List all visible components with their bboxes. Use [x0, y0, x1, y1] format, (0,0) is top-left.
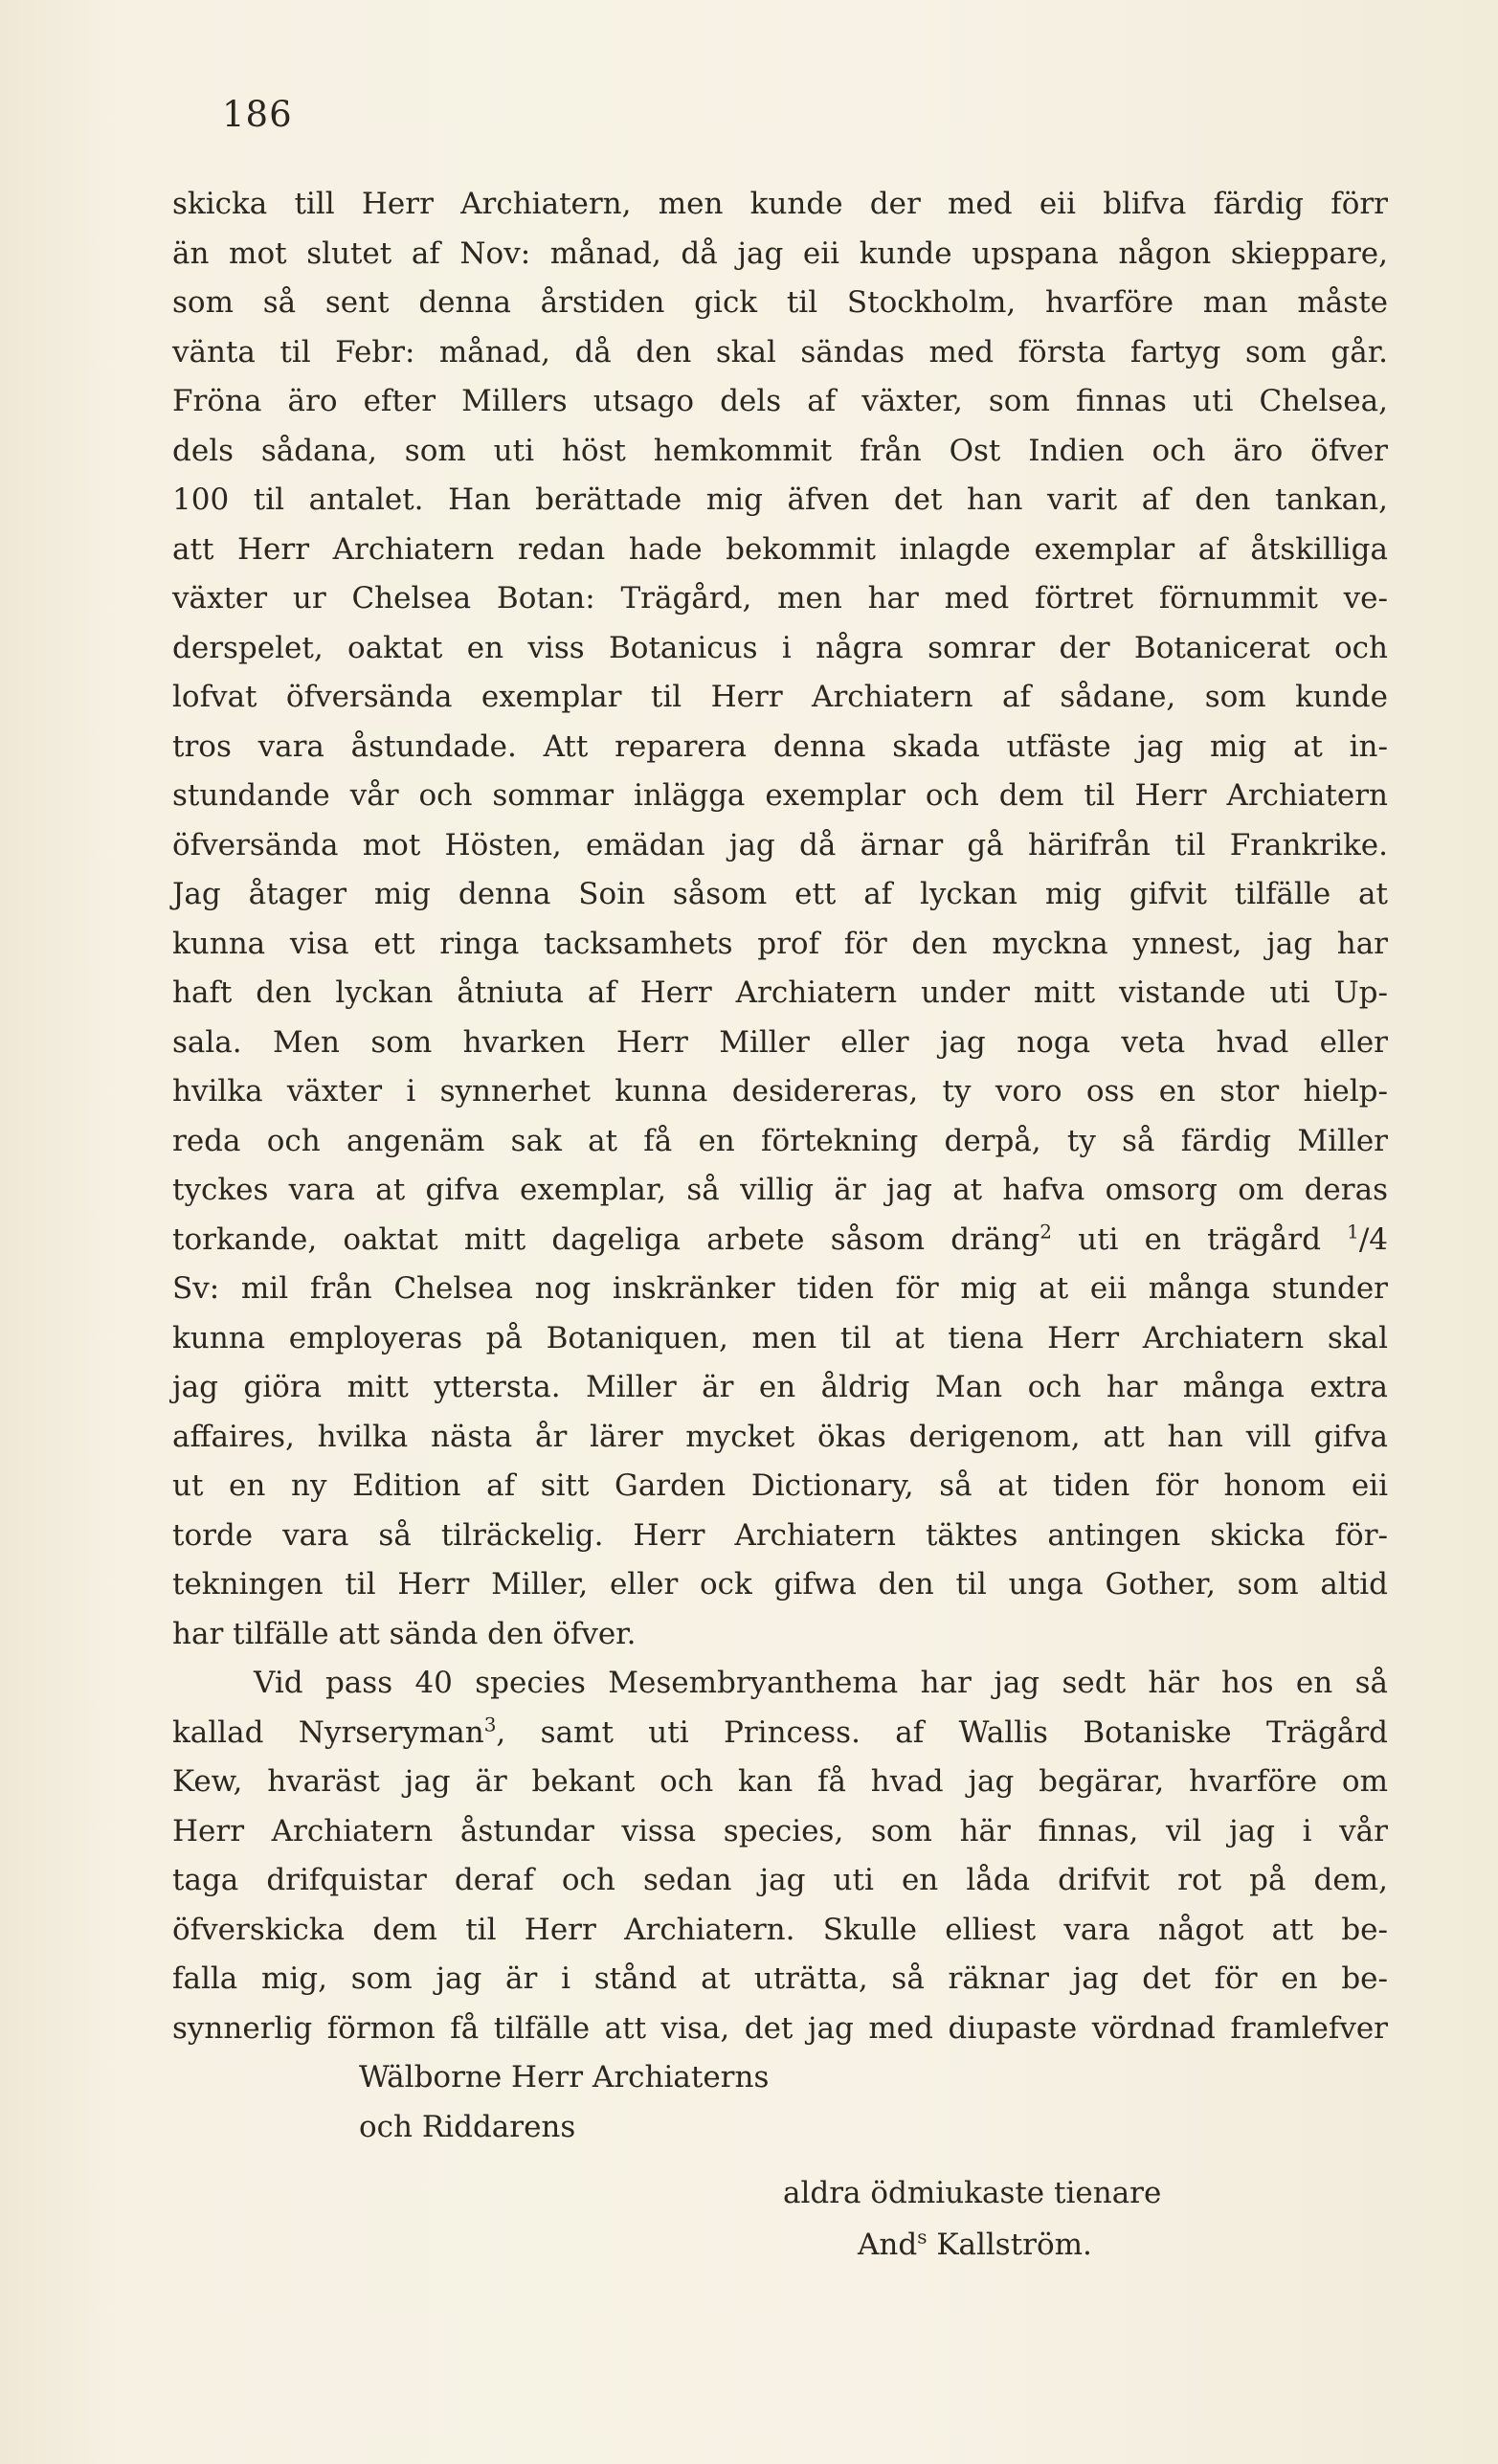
- text-line: [172, 2005, 1388, 2054]
- text-segment: Kew, hvaräst jag är bekant och kan få hvad jag begärar, hvarföre om: [172, 1764, 1388, 1799]
- text-segment: kunna employeras på Botaniquen, men til at tiena Herr Archiatern skal: [172, 1320, 1388, 1355]
- text-line: [172, 969, 1388, 1019]
- text-line: [172, 476, 1388, 526]
- text-line: [172, 920, 1388, 970]
- text-line: [172, 1906, 1388, 1956]
- text-segment: jag giöra mitt yttersta. Miller är en åldrig Man och har många extra: [172, 1370, 1388, 1404]
- footnote-marker: 3: [483, 1713, 497, 1736]
- text-segment: öfverskicka dem til Herr Archiatern. Skulle elliest vara något att be-: [172, 1912, 1388, 1947]
- text-segment: , samt uti Princess. af Wallis Botaniske Trägård: [496, 1714, 1388, 1750]
- text-segment: synnerlig förmon få tilfälle att visa, det jag med diupaste vördnad framlefver: [172, 2010, 1388, 2046]
- text-segment: tyckes vara at gifva exemplar, så villig är jag at hafva omsorg om deras: [172, 1173, 1388, 1207]
- text-segment: dels sådana, som uti höst hemkommit från Ost Indien och äro öfver: [172, 433, 1388, 468]
- text-segment: växter ur Chelsea Botan: Trägård, men har med förtret förnummit ve-: [172, 581, 1388, 616]
- text-line: [172, 1363, 1388, 1413]
- text-segment: haft den lyckan åtniuta af Herr Archiatern under mitt vistande uti Up-: [172, 975, 1388, 1010]
- text-segment: sala. Men som hvarken Herr Miller eller jag noga veta hvad eller: [172, 1024, 1388, 1060]
- text-segment: som så sent denna årstiden gick til Stockholm, hvarföre man måste: [172, 285, 1388, 320]
- page-number: 186: [222, 94, 293, 135]
- text-segment: kunna visa ett ringa tacksamhets prof för den myckna ynnest, jag har: [172, 926, 1388, 961]
- text-line: [172, 723, 1388, 773]
- text-line: [172, 230, 1388, 280]
- text-line: [172, 1709, 1388, 1758]
- text-line: [172, 1610, 1388, 1660]
- text-segment: taga drifquistar deraf och sedan jag uti en låda drifvit rot på dem,: [172, 1863, 1388, 1897]
- text-line: [172, 279, 1388, 328]
- text-segment: hvilka växter i synnerhet kunna desidereras, ty voro oss en stor hielp-: [172, 1074, 1388, 1109]
- text-segment: tekningen til Herr Miller, eller ock gifwa den til unga Gother, som altid: [172, 1567, 1388, 1602]
- text-line: [172, 772, 1388, 821]
- text-segment: öfversända mot Hösten, emädan jag då ärnar gå härifrån til Frankrike.: [172, 827, 1388, 862]
- text-line: [172, 1807, 1388, 1857]
- signature-name-superscript: s: [917, 2225, 928, 2249]
- text-segment: torkande, oaktat mitt dageliga arbete såsom dräng: [172, 1221, 1040, 1257]
- signature-closing: aldra ödmiukaste tienare: [783, 2176, 1162, 2210]
- text-line: [172, 1413, 1388, 1463]
- text-line: [172, 673, 1388, 723]
- text-line: [172, 2103, 1388, 2153]
- text-segment: ut en ny Edition af sitt Garden Dictionary, så at tiden för honom eii: [172, 1468, 1388, 1503]
- letter-body: [172, 180, 1388, 2152]
- text-segment: och Riddarens: [359, 2109, 576, 2144]
- text-line: [172, 1019, 1388, 1068]
- text-segment: att Herr Archiatern redan hade bekommit inlagde exemplar af åtskilliga: [172, 531, 1388, 567]
- text-line: [172, 821, 1388, 871]
- text-line: [172, 624, 1388, 674]
- text-line: [172, 180, 1388, 230]
- text-line: [172, 526, 1388, 575]
- text-line: [172, 328, 1388, 378]
- text-segment: lofvat öfversända exemplar til Herr Archiatern af sådane, som kunde: [172, 680, 1388, 714]
- text-line: [172, 574, 1388, 624]
- text-segment: Sv: mil från Chelsea nog inskränker tiden för mig at eii många stunder: [172, 1271, 1388, 1306]
- text-segment: falla mig, som jag är i stånd at uträtta, så räknar jag det för en be-: [172, 1961, 1388, 1996]
- text-segment: tros vara åstundade. Att reparera denna skada utfäste jag mig at in-: [172, 728, 1388, 764]
- text-segment: torde vara så tilräckelig. Herr Archiatern täktes antingen skicka för-: [172, 1517, 1388, 1553]
- text-segment: derspelet, oaktat en viss Botanicus i några somrar der Botanicerat och: [172, 630, 1388, 665]
- text-line: [172, 1462, 1388, 1512]
- text-line: [172, 1560, 1388, 1610]
- text-segment: Fröna äro efter Millers utsago dels af växter, som finnas uti Chelsea,: [172, 384, 1388, 418]
- text-segment: vänta til Febr: månad, då den skal sändas med första fartyg som går.: [172, 334, 1388, 370]
- signature-block: [783, 2167, 1161, 2271]
- text-line: [172, 1216, 1388, 1266]
- text-segment: Jag åtager mig denna Soin såsom ett af lyckan mig gifvit tilfälle at: [172, 877, 1388, 911]
- text-line: [172, 870, 1388, 920]
- text-segment: Vid pass 40 species Mesembryanthema har jag sedt här hos en så: [254, 1666, 1388, 1700]
- text-line: [172, 1856, 1388, 1906]
- text-line: [172, 1512, 1388, 1561]
- text-line: [172, 1067, 1388, 1117]
- text-segment: affaires, hvilka nästa år lärer mycket ökas derigenom, att han vill gifva: [172, 1419, 1388, 1454]
- fraction-numerator: 1: [1347, 1220, 1359, 1243]
- signature-name: [783, 2219, 1161, 2271]
- signature-name-rest: Kallström.: [927, 2228, 1092, 2262]
- footnote-marker: 2: [1040, 1220, 1052, 1243]
- text-line: [172, 1758, 1388, 1807]
- text-segment: skicka till Herr Archiatern, men kunde der med eii blifva färdig förr: [172, 187, 1388, 221]
- text-line: [172, 1117, 1388, 1167]
- text-segment: /4: [1358, 1221, 1389, 1257]
- text-segment: än mot slutet af Nov: månad, då jag eii kunde upspana någon skieppare,: [172, 235, 1388, 271]
- text-segment: stundande vår och sommar inlägga exemplar och dem til Herr Archiatern: [172, 778, 1388, 813]
- text-segment: uti en trägård: [1051, 1221, 1348, 1257]
- text-line: [172, 1955, 1388, 2005]
- text-line: [172, 2053, 1388, 2103]
- text-line: [172, 377, 1388, 427]
- text-line: [172, 427, 1388, 477]
- text-line: [172, 1166, 1388, 1216]
- text-segment: Herr Archiatern åstundar vissa species, som här finnas, vil jag i vår: [172, 1813, 1388, 1848]
- text-segment: Wälborne Herr Archiaterns: [359, 2060, 770, 2094]
- text-segment: kallad Nyrseryman: [172, 1714, 484, 1750]
- text-segment: har tilfälle att sända den öfver.: [172, 1616, 637, 1651]
- text-line: [172, 1659, 1388, 1709]
- text-line: [172, 1265, 1388, 1314]
- text-line: [172, 1314, 1388, 1364]
- text-segment: reda och angenäm sak at få en förtekning derpå, ty så färdig Miller: [172, 1123, 1388, 1158]
- text-segment: 100 til antalet. Han berättade mig äfven det han varit af den tankan,: [172, 482, 1388, 517]
- signature-name-prefix: And: [858, 2228, 918, 2262]
